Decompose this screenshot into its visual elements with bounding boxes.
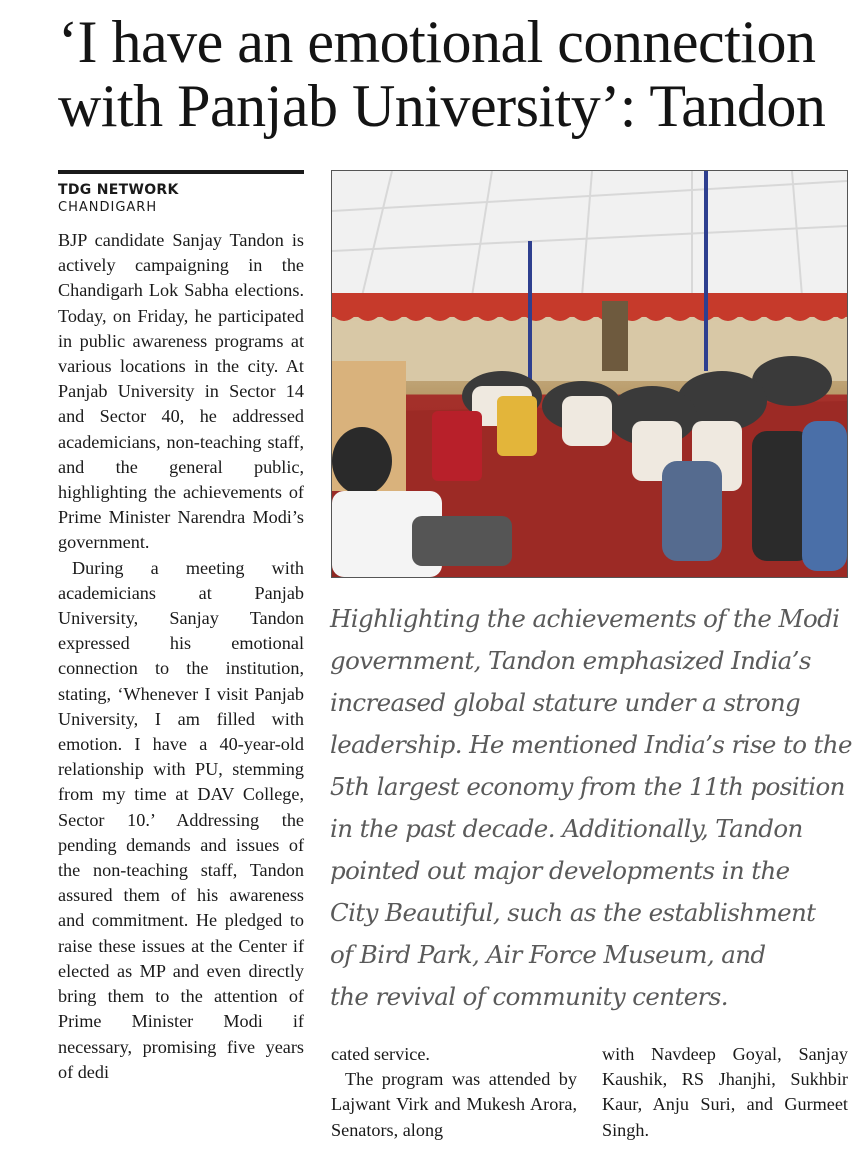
pull-quote-line: 5th largest economy from the 11th position (330, 772, 845, 801)
article-column-middle (331, 1042, 577, 1143)
byline (58, 181, 304, 216)
pull-quote-line: government, Tandon emphasized India’s (330, 646, 811, 675)
headline (58, 10, 848, 138)
pull-quote-line: increased global stature under a strong (330, 688, 801, 717)
pull-quote-line: Highlighting the achievements of the Modi (330, 604, 840, 633)
pull-quote-line: of Bird Park, Air Force Museum, and (330, 940, 766, 969)
paragraph-5: with Navdeep Goyal, Sanjay Kaushik, RS Jhanjhi, Sukhbir Kaur, Anju Suri, and Gurmeet Singh. (602, 1044, 848, 1140)
byline-rule (58, 170, 304, 174)
headline-line-2: with Panjab University’: Tandon (58, 73, 826, 139)
paragraph-3: cated service. (331, 1044, 430, 1064)
pull-quote-line: City Beautiful, such as the establishment (330, 898, 816, 927)
article-column-left (58, 228, 304, 1085)
article-column-right (602, 1042, 848, 1143)
pull-quote-line: in the past decade. Additionally, Tandon (330, 814, 803, 843)
headline-line-1: ‘I have an emotional connection (58, 9, 816, 75)
event-photo (331, 170, 848, 578)
byline-agency: TDG NETWORK (58, 182, 179, 198)
pull-quote-line: the revival of community centers. (330, 982, 728, 1011)
event-photo-illustration (332, 171, 847, 577)
pull-quote (330, 598, 850, 1018)
pull-quote-line: leadership. He mentioned India’s rise to the (330, 730, 852, 759)
paragraph-4: The program was attended by Lajwant Virk and Mukesh Arora, Senators, along (331, 1069, 577, 1140)
paragraph-1: BJP candidate Sanjay Tandon is actively campaigning in the Chandigarh Lok Sabha elections. Today, on Friday, he participated in public awareness programs at various locations in the city. At Panjab University in Sector 14 and Sector 40, he addressed academicians, non-teaching staff, and the general public, highlighting the achievements of Prime Minister Narendra Modi’s government. (58, 230, 304, 553)
byline-place: CHANDIGARH (58, 200, 158, 215)
paragraph-2: During a meeting with academicians at Panjab University, Sanjay Tandon expressed his emotional connection to the institution, stating, ‘Whenever I visit Panjab University, I am filled with emotion. I have a 40-year-old relationship with PU, stemming from my time at DAV College, Sector 10.’ Addressing the pending demands and issues of the non-teaching staff, Tandon assured them of his awareness and commitment. He pledged to raise these issues at the Center if elected as MP and even directly bring them to the attention of Prime Minister Modi if necessary, promising five years of dedi (58, 557, 304, 1082)
pull-quote-line: pointed out major developments in the (330, 856, 790, 885)
